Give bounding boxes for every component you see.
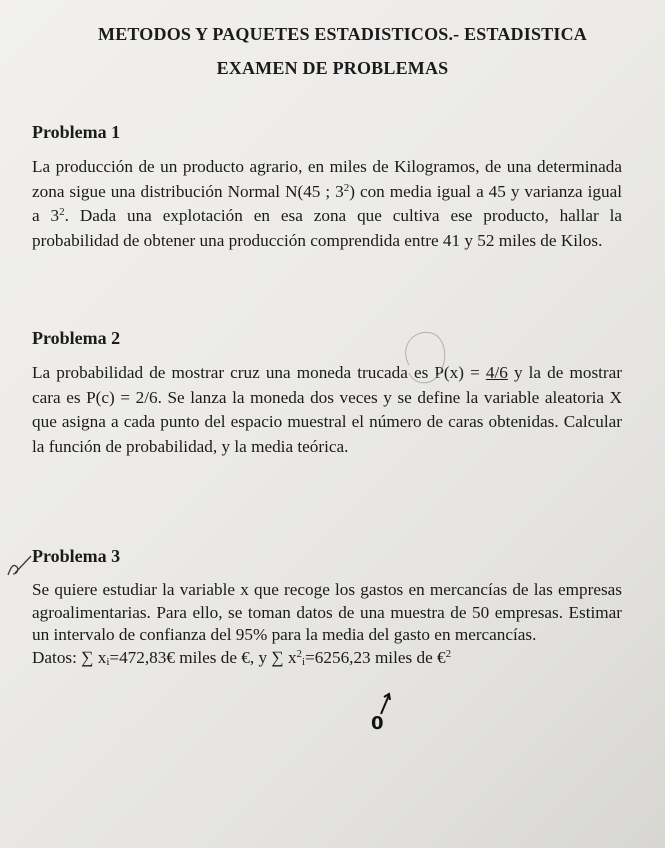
sum-symbol: ∑ [81, 647, 94, 667]
variable-x: x [287, 647, 297, 667]
superscript: 2 [59, 206, 65, 218]
problem-3-data [32, 647, 622, 669]
problem-2-text-part: La probabilidad de mostrar cruz una moneda trucada es P(x) = [32, 363, 486, 382]
course-title: METODOS Y PAQUETES ESTADISTICOS.- ESTADISTICA [98, 24, 587, 44]
probability-face-value: 2/6 [135, 387, 158, 407]
sum-x-value: =472,83€ miles de €, y [109, 647, 272, 667]
problem-3-text: Se quiere estudiar la variable x que recoge los gastos en mercancías de las empresas agroalimentarias. Para ello, se toman datos de una muestra de 50 empresas. Estimar un intervalo de confianza del 95% para la media del gasto en mercancías. [32, 580, 622, 644]
problem-1-text-part: . Dada una explotación en esa zona que cultiva ese producto, hallar la probabilidad de obtener una producción comprendida entre 41 y 52 miles de Kilos. [32, 206, 622, 250]
exam-title: EXAMEN DE PROBLEMAS [216, 58, 449, 78]
problem-1-text-part: La producción de un producto agrario, en miles de Kilogramos, de una determinada zona sigue una distribución Normal N(45 ; 3 [32, 157, 622, 201]
handwritten-zero: 0 [371, 713, 384, 734]
problem-1-text [32, 155, 622, 253]
problem-2-text-part: . Se lanza la moneda dos veces y se define la variable aleatoria X que asigna a cada punto del espacio muestral el número de caras obtenidas. Calcular la función de probabilidad, y la media teórica. [32, 387, 622, 456]
superscript: 2 [343, 181, 350, 194]
problem-2-text [32, 361, 622, 459]
problem-1-text-part: ) con media igual a 45 y varianza igual a 3 [32, 181, 622, 225]
problem-3-title: Problema 3 [32, 546, 121, 566]
problem-2-title: Problema 2 [32, 328, 121, 348]
problem-2 [32, 328, 622, 459]
problem-1-title: Problema 1 [32, 122, 121, 142]
subscript-i: i [106, 655, 110, 668]
variable-x: x [97, 647, 107, 667]
sum-symbol: ∑ [271, 647, 284, 667]
subscript-i: i [302, 655, 306, 668]
data-label: Datos: [32, 647, 82, 667]
problem-1 [32, 122, 622, 253]
problem-3 [32, 546, 622, 669]
check-mark-icon [5, 553, 35, 579]
superscript: 2 [445, 647, 452, 660]
sum-x-squared-value: =6256,23 miles de € [305, 647, 446, 667]
superscript: 2 [296, 647, 303, 660]
probability-cross-value: 4/6 [485, 363, 508, 382]
problem-2-text-part: y la de mostrar cara es P(c) = [32, 363, 622, 407]
